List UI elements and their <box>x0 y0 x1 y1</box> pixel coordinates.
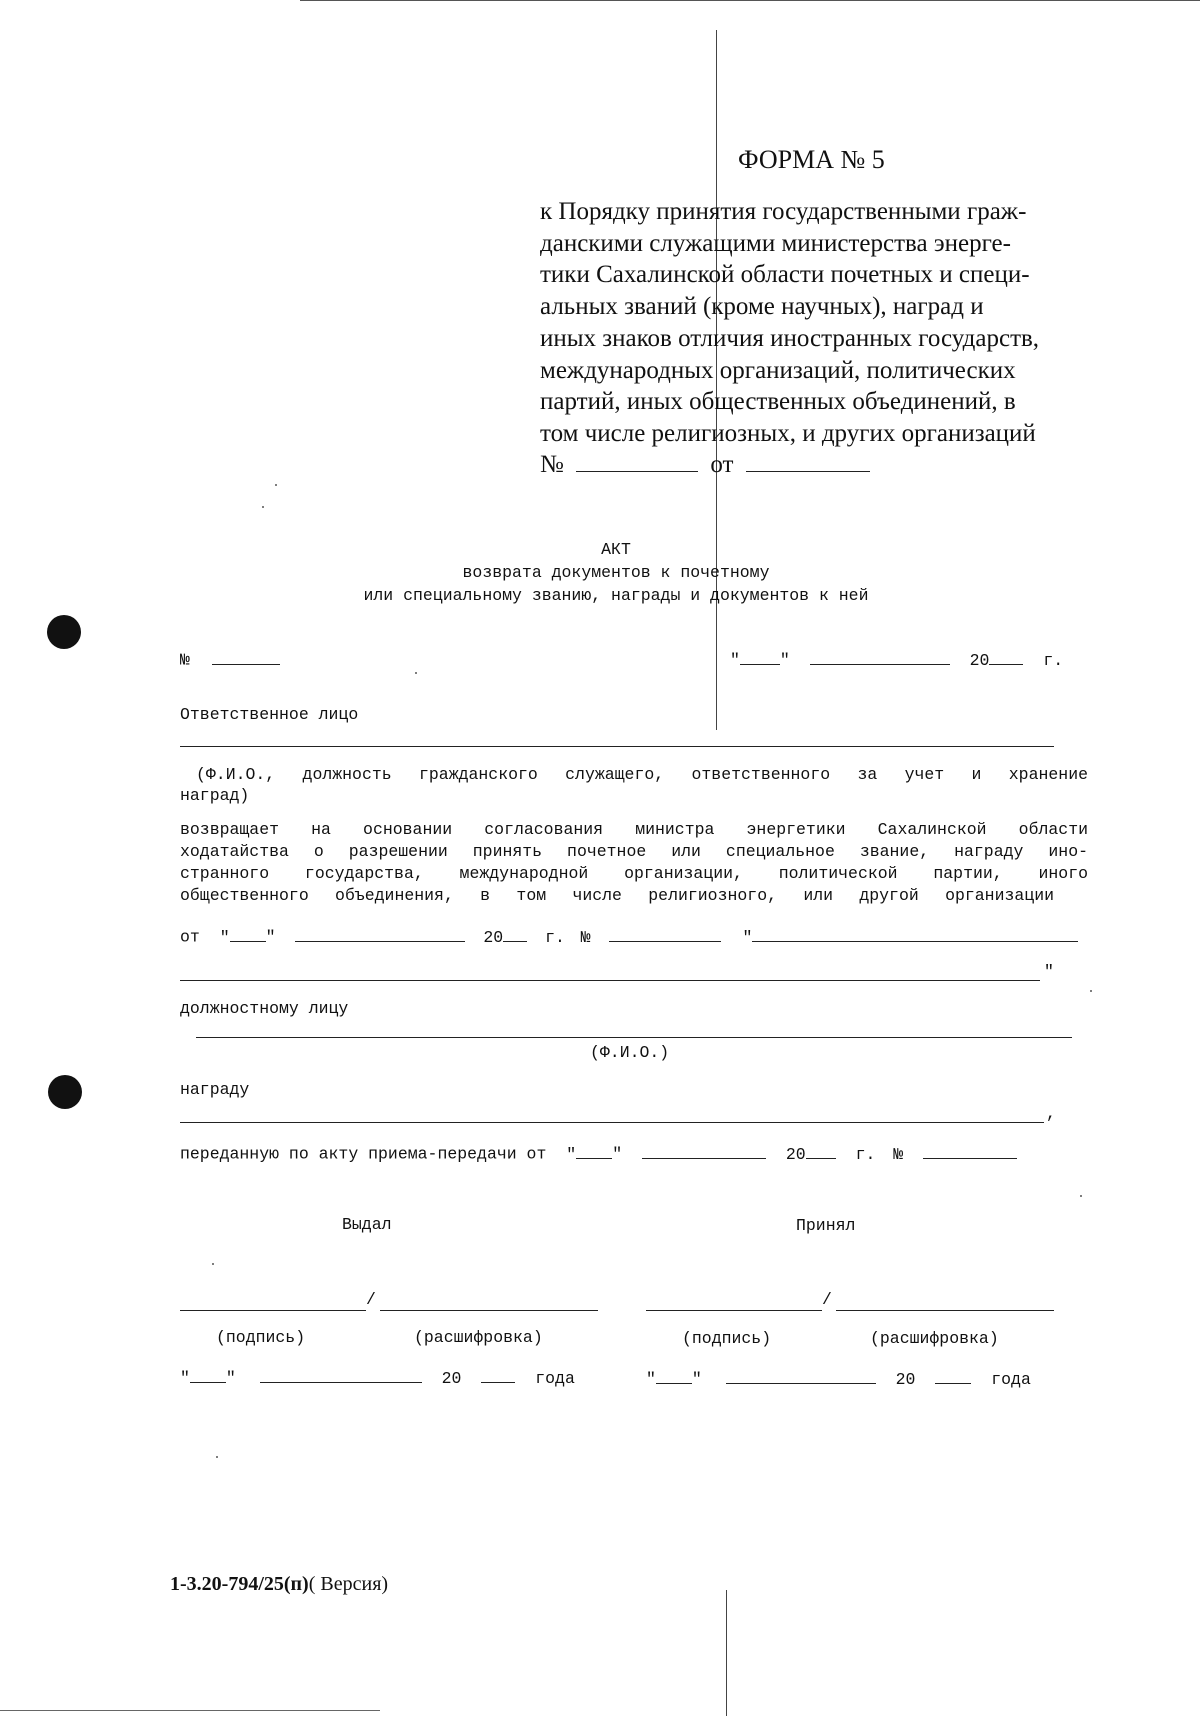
scan-speck <box>216 1456 218 1458</box>
official-fio-line[interactable] <box>196 1037 1072 1038</box>
quote: " <box>612 1144 623 1164</box>
scan-speck <box>415 672 417 674</box>
petition-title-line[interactable] <box>180 980 1040 981</box>
transfer-month-blank[interactable] <box>642 1142 766 1159</box>
petition-month-blank[interactable] <box>295 925 465 942</box>
act-date-row <box>730 648 1063 670</box>
document-code-number: 1-3.20-794/25(п) <box>170 1573 309 1595</box>
scan-fold-line-bottom <box>726 1590 727 1716</box>
transfer-year-blank[interactable] <box>806 1142 836 1159</box>
petition-year-blank[interactable] <box>503 925 527 942</box>
quote: " <box>730 650 740 670</box>
issued-year-blank[interactable] <box>481 1366 515 1383</box>
quote: " <box>779 650 790 670</box>
act-subtitle: или специальному званию, награды и документов к ней <box>363 586 869 605</box>
petition-number-blank[interactable] <box>609 925 721 942</box>
petition-date-row <box>180 925 1078 947</box>
returns-paragraph-line: общественного объединения, в том числе религиозного, или другой организации <box>180 886 1054 905</box>
closing-quote: " <box>1044 962 1054 981</box>
scan-speck <box>1090 990 1092 992</box>
act-century: 20 <box>969 650 990 670</box>
quote: " <box>646 1369 656 1389</box>
order-date-blank[interactable] <box>746 447 870 472</box>
act-subtitle: возврата документов к почетному <box>462 563 770 582</box>
issued-day-blank[interactable] <box>190 1366 226 1383</box>
act-year-blank[interactable] <box>989 648 1023 665</box>
received-date-row <box>646 1367 1031 1389</box>
returns-paragraph-line: возвращает на основании согласования министра энергетики Сахалинской области <box>180 820 1088 839</box>
document-code <box>170 1573 388 1596</box>
quote: " <box>742 927 753 947</box>
order-number-blank[interactable] <box>576 447 698 472</box>
scan-speck <box>262 506 264 508</box>
act-title: АКТ <box>601 540 631 559</box>
issued-label: Выдал <box>342 1215 392 1234</box>
transferred-row <box>180 1142 1017 1164</box>
quote: " <box>219 927 230 947</box>
transfer-number-label: № <box>893 1144 904 1164</box>
received-century: 20 <box>895 1369 916 1389</box>
received-day-blank[interactable] <box>656 1367 692 1384</box>
order-number-line <box>540 447 870 479</box>
order-reference-line: тики Сахалинской области почетных и специ- <box>540 261 1030 289</box>
petition-title-blank[interactable] <box>752 925 1078 942</box>
transfer-year-suffix: г. <box>855 1144 876 1164</box>
order-from-label: от <box>710 450 734 478</box>
received-month-blank[interactable] <box>726 1367 876 1384</box>
received-decode-caption: (расшифровка) <box>870 1329 999 1348</box>
transfer-number-blank[interactable] <box>923 1142 1017 1159</box>
scan-speck <box>212 1263 214 1265</box>
order-reference-line: к Порядку принятия государственными граж- <box>540 198 1027 225</box>
transfer-century: 20 <box>785 1144 806 1164</box>
award-line[interactable] <box>180 1122 1044 1123</box>
petition-year-suffix: г. <box>545 927 565 947</box>
received-label: Принял <box>796 1216 856 1235</box>
fio-caption: (Ф.И.О.) <box>590 1043 670 1062</box>
returns-paragraph-line: ходатайства о разрешении принять почетное или специальное звание, награду ино- <box>180 842 1088 861</box>
scan-speck <box>275 484 277 486</box>
quote: " <box>691 1369 702 1389</box>
signature-slash: / <box>366 1290 376 1309</box>
document-version: ( Версия) <box>308 1573 389 1595</box>
order-reference <box>540 196 1100 450</box>
act-number-blank[interactable] <box>212 648 280 665</box>
returns-paragraph-line: странного государства, международной организации, политической партии, иного <box>180 864 1088 883</box>
received-signature-caption: (подпись) <box>682 1329 772 1348</box>
scan-top-border <box>300 0 1200 1</box>
received-decode-line[interactable] <box>836 1310 1054 1311</box>
petition-number-label: № <box>580 927 591 947</box>
transfer-day-blank[interactable] <box>576 1142 612 1159</box>
transferred-label: переданную по акту приема-передачи от <box>180 1144 547 1164</box>
petition-century: 20 <box>483 927 504 947</box>
act-day-blank[interactable] <box>740 648 780 665</box>
order-reference-line: данскими служащими министерства энерге- <box>540 229 1011 257</box>
quote: " <box>566 1144 577 1164</box>
signature-slash: / <box>822 1290 832 1309</box>
official-label: должностному лицу <box>180 999 349 1018</box>
award-comma: , <box>1046 1104 1056 1123</box>
issued-year-word: года <box>535 1368 575 1388</box>
responsible-caption: наград) <box>180 786 250 805</box>
quote: " <box>265 927 276 947</box>
received-year-blank[interactable] <box>935 1367 971 1384</box>
issued-date-row <box>180 1366 575 1388</box>
order-reference-line: иных знаков отличия иностранных государств, <box>540 324 1040 352</box>
act-month-blank[interactable] <box>810 648 950 665</box>
received-signature-line[interactable] <box>646 1310 822 1311</box>
quote: " <box>225 1368 236 1388</box>
punch-hole-bottom <box>48 1075 82 1109</box>
issued-signature-caption: (подпись) <box>216 1328 306 1347</box>
petition-day-blank[interactable] <box>230 925 266 942</box>
issued-signature-line[interactable] <box>180 1310 366 1311</box>
responsible-person-line[interactable] <box>180 746 1054 747</box>
order-reference-line: альных званий (кроме научных), наград и <box>540 293 984 321</box>
act-number-label: № <box>180 650 190 670</box>
order-reference-line: партий, иных общественных объединений, в <box>540 388 1016 416</box>
issued-century: 20 <box>441 1368 462 1388</box>
responsible-caption: (Ф.И.О., должность гражданского служащего, ответственного за учет и хранение <box>196 765 1088 784</box>
form-title: ФОРМА № 5 <box>738 145 885 174</box>
issued-month-blank[interactable] <box>260 1366 422 1383</box>
issued-decode-caption: (расшифровка) <box>414 1328 543 1347</box>
order-reference-line: том числе религиозных, и других организаций <box>540 419 1036 447</box>
order-number-label: № <box>540 450 564 478</box>
act-number-row <box>180 648 280 670</box>
received-year-word: года <box>991 1369 1031 1389</box>
responsible-label: Ответственное лицо <box>180 705 359 724</box>
order-reference-line: международных организаций, политических <box>540 356 1016 384</box>
petition-from-label: от <box>180 927 200 947</box>
punch-hole-top <box>47 615 81 649</box>
award-label: награду <box>180 1080 250 1099</box>
issued-decode-line[interactable] <box>380 1310 598 1311</box>
scan-bottom-border <box>0 1710 380 1711</box>
act-year-suffix: г. <box>1043 650 1064 670</box>
quote: " <box>180 1368 190 1388</box>
scan-speck <box>1080 1195 1082 1197</box>
